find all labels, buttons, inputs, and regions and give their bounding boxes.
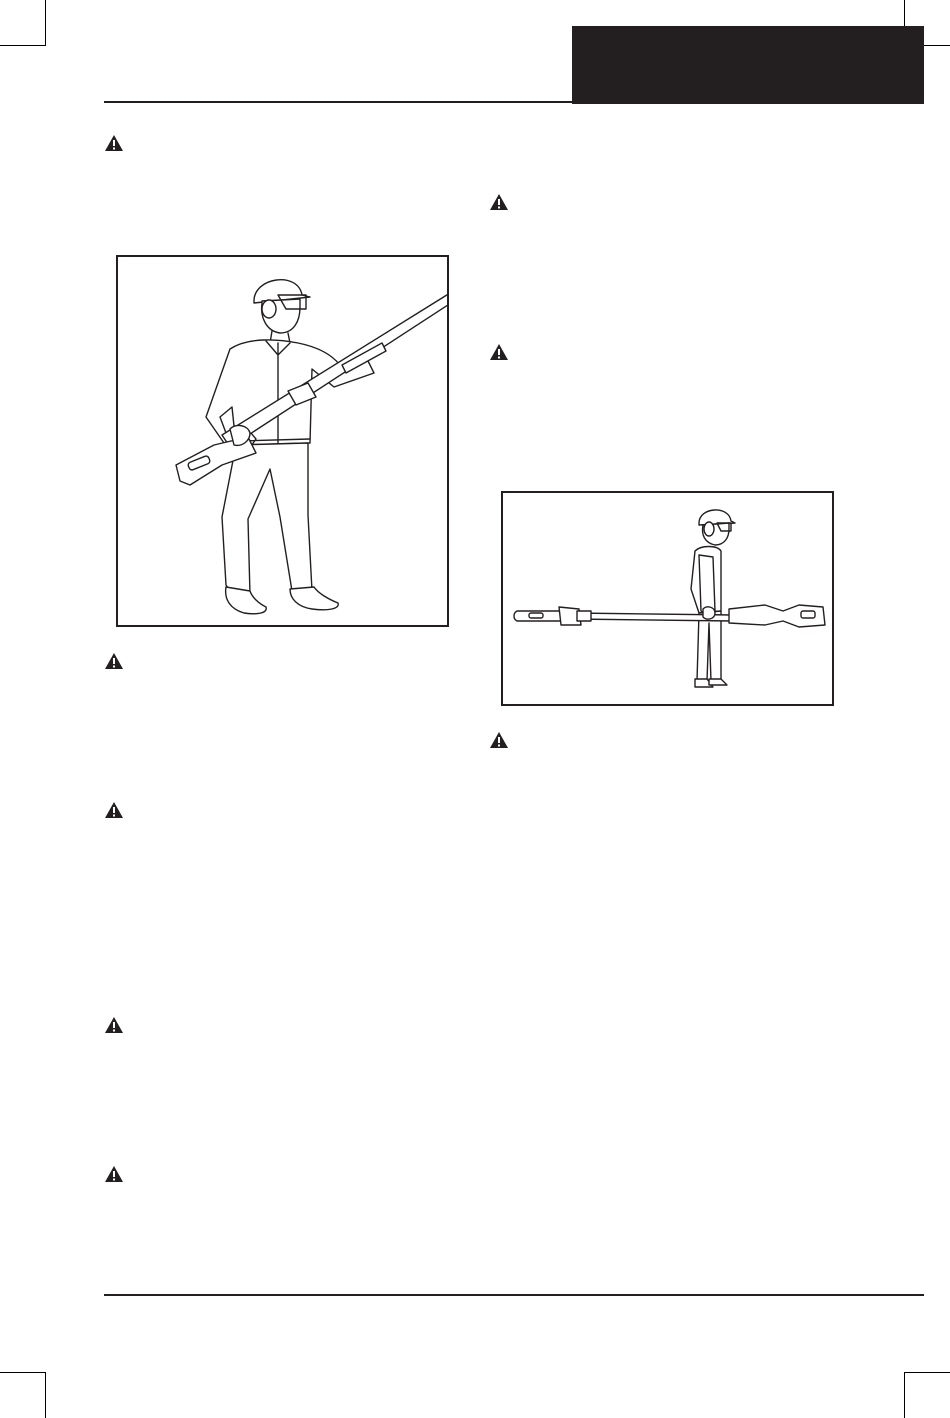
crop-mark — [904, 1372, 950, 1373]
crop-mark — [0, 1372, 46, 1373]
operator-holding-pole-saw-illustration — [118, 257, 447, 625]
figure-holding-pole-saw — [116, 255, 449, 627]
warning-triangle-icon — [104, 1016, 124, 1034]
header-rule — [104, 101, 574, 103]
warning-triangle-icon — [489, 193, 509, 211]
warning-triangle-icon — [489, 731, 509, 749]
operator-carrying-pole-saw-illustration — [503, 493, 832, 704]
crop-mark — [904, 1372, 905, 1418]
crop-mark — [45, 0, 46, 46]
crop-mark — [0, 45, 46, 46]
header-tab — [572, 26, 924, 104]
figure-carrying-pole-saw — [501, 491, 834, 706]
warning-triangle-icon — [104, 801, 124, 819]
footer-rule — [104, 1294, 924, 1296]
warning-triangle-icon — [104, 1165, 124, 1183]
crop-mark — [45, 1372, 46, 1418]
warning-triangle-icon — [104, 652, 124, 670]
warning-triangle-icon — [489, 343, 509, 361]
warning-triangle-icon — [104, 134, 124, 152]
